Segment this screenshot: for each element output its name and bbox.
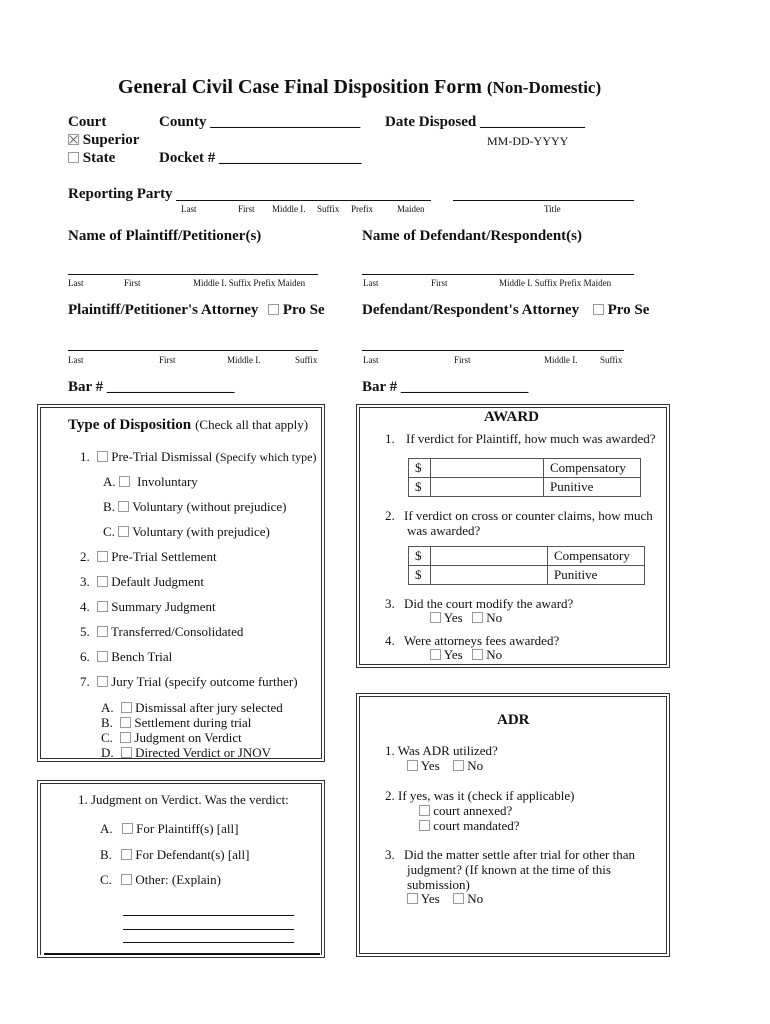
- adr-q3-yes-checkbox[interactable]: [407, 893, 418, 904]
- award-q2: [385, 508, 653, 524]
- disp-label: Jury Trial (specify outcome further): [111, 674, 298, 689]
- disp-num: A.: [103, 474, 116, 489]
- award-heading: AWARD: [484, 409, 540, 425]
- pl-last: Last: [68, 278, 84, 288]
- defendant-pro-se[interactable]: [593, 302, 650, 318]
- da-first: First: [454, 355, 471, 365]
- verdict-question: 1. Judgment on Verdict. Was the verdict:: [78, 792, 289, 807]
- defendant-pro-se-label: Pro Se: [607, 302, 650, 318]
- reporting-title-line[interactable]: [453, 200, 634, 201]
- compensatory-label: Compensatory: [544, 459, 641, 478]
- disp-item-5[interactable]: [80, 624, 243, 640]
- disp-item-1a[interactable]: [103, 474, 198, 490]
- award-q2-text-a: If verdict on cross or counter claims, how much: [404, 508, 653, 523]
- da-last: Last: [363, 355, 379, 365]
- disp-checkbox[interactable]: [97, 576, 108, 587]
- df-first: First: [431, 278, 448, 288]
- dollar-sign: $: [409, 566, 431, 585]
- disp-num: 3.: [80, 574, 90, 589]
- disp-label: Bench Trial: [111, 649, 173, 664]
- disp-num: D.: [101, 745, 114, 760]
- disp-label: Pre-Trial Settlement: [111, 549, 217, 564]
- disp-item-7[interactable]: [80, 674, 298, 690]
- award-q4-options: [430, 647, 502, 663]
- punitive-amount-input[interactable]: [431, 566, 548, 585]
- yes-label: Yes: [443, 647, 463, 662]
- rp-suffix: Suffix: [317, 204, 340, 214]
- pa-first: First: [159, 355, 176, 365]
- court-label: Court: [68, 114, 107, 130]
- plaintiff-pro-se-checkbox[interactable]: [268, 304, 279, 315]
- adr-q3-options: [407, 891, 483, 907]
- disp-label: Default Judgment: [111, 574, 205, 589]
- disp-label: Settlement during trial: [134, 715, 252, 730]
- disp-num: C.: [101, 730, 113, 745]
- df-rest: Middle I. Suffix Prefix Maiden: [499, 278, 612, 288]
- adr-q1: 1. Was ADR utilized?: [385, 743, 498, 758]
- adr-annexed[interactable]: [419, 803, 512, 819]
- disp-num: 6.: [80, 649, 90, 664]
- adr-heading: ADR: [497, 712, 530, 728]
- disposition-heading-note: (Check all that apply): [195, 417, 309, 432]
- disp-num: A.: [101, 700, 114, 715]
- verdict-checkbox[interactable]: [122, 823, 133, 834]
- adr-q1-options: [407, 758, 483, 774]
- disposition-heading-text: Type of Disposition: [68, 417, 192, 433]
- award-q2-b: was awarded?: [407, 523, 481, 538]
- disp-checkbox[interactable]: [97, 451, 108, 462]
- verdict-label: Other: (Explain): [135, 872, 221, 887]
- adr-q3-c: submission): [407, 877, 470, 892]
- court-annexed-checkbox[interactable]: [419, 805, 430, 816]
- disp-num: 1.: [80, 449, 90, 464]
- verdict-label: For Plaintiff(s) [all]: [136, 821, 239, 836]
- defendant-pro-se-checkbox[interactable]: [593, 304, 604, 315]
- compensatory-amount-input[interactable]: [431, 459, 544, 478]
- yes-label: Yes: [420, 758, 440, 773]
- award-q3-yes-checkbox[interactable]: [430, 612, 441, 623]
- award-q4-yes-checkbox[interactable]: [430, 649, 441, 660]
- no-label: No: [467, 891, 484, 906]
- state-label: State: [82, 150, 116, 166]
- verdict-num: A.: [100, 821, 113, 836]
- date-disposed-field[interactable]: Date Disposed ______________: [385, 114, 586, 130]
- pl-rest: Middle I. Suffix Prefix Maiden: [193, 278, 306, 288]
- adr-q2: 2. If yes, was it (check if applicable): [385, 788, 575, 803]
- no-label: No: [486, 610, 503, 625]
- dollar-sign: $: [409, 459, 431, 478]
- adr-q3-b: judgment? (If known at the time of this: [407, 862, 611, 877]
- pa-suffix: Suffix: [295, 355, 318, 365]
- dollar-sign: $: [409, 478, 431, 497]
- punitive-label: Punitive: [548, 566, 645, 585]
- da-middle: Middle I.: [544, 355, 578, 365]
- disp-num: 4.: [80, 599, 90, 614]
- verdict-option-a[interactable]: [100, 821, 238, 837]
- disp-item-7b[interactable]: [101, 715, 251, 731]
- punitive-label: Punitive: [544, 478, 641, 497]
- docket-field[interactable]: Docket # ___________________: [159, 150, 362, 166]
- disp-checkbox[interactable]: [121, 747, 132, 758]
- date-format-hint: MM-DD-YYYY: [487, 134, 569, 148]
- disp-item-2[interactable]: [80, 549, 217, 565]
- no-label: No: [486, 647, 503, 662]
- superior-checkbox[interactable]: [68, 134, 79, 145]
- disp-label: Summary Judgment: [111, 599, 216, 614]
- explain-line-2[interactable]: [123, 929, 294, 930]
- disp-label: Involuntary: [137, 474, 198, 489]
- disp-label: Judgment on Verdict: [134, 730, 242, 745]
- compensatory-amount-input[interactable]: [431, 547, 548, 566]
- disp-num: 5.: [80, 624, 90, 639]
- award-q4-no-checkbox[interactable]: [472, 649, 483, 660]
- disp-item-1b[interactable]: [103, 499, 286, 515]
- explain-line-3[interactable]: [123, 942, 294, 943]
- yes-label: Yes: [443, 610, 463, 625]
- disp-num: C.: [103, 524, 115, 539]
- disp-label: Pre-Trial Dismissal (: [111, 449, 220, 464]
- court-mandated-checkbox[interactable]: [419, 820, 430, 831]
- disp-item-7a[interactable]: [101, 700, 283, 716]
- verdict-option-c[interactable]: [100, 872, 221, 888]
- state-checkbox[interactable]: [68, 152, 79, 163]
- defendant-attorney-label: [362, 302, 649, 319]
- punitive-amount-input[interactable]: [431, 478, 544, 497]
- superior-label: Superior: [82, 132, 140, 148]
- disp-checkbox[interactable]: [121, 702, 132, 713]
- rp-maiden: Maiden: [397, 204, 425, 214]
- adr-q3-num: 3.: [385, 847, 395, 862]
- title-main: General Civil Case Final Disposition Form: [118, 76, 482, 98]
- defendant-bar-field[interactable]: Bar # _________________: [362, 379, 529, 395]
- rp-first: First: [238, 204, 255, 214]
- rp-middle: Middle I.: [272, 204, 306, 214]
- award-table-2: [408, 546, 645, 585]
- defendant-name-line[interactable]: [362, 274, 634, 275]
- disp-item-6[interactable]: [80, 649, 172, 665]
- disp-label: Directed Verdict or JNOV: [135, 745, 271, 760]
- verdict-option-b[interactable]: [100, 847, 250, 863]
- rp-prefix: Prefix: [351, 204, 373, 214]
- disp-num: 7.: [80, 674, 90, 689]
- disp-num: B.: [103, 499, 115, 514]
- yes-label: Yes: [420, 891, 440, 906]
- disp-checkbox[interactable]: [118, 526, 129, 537]
- verdict-num: B.: [100, 847, 112, 862]
- verdict-checkbox[interactable]: [121, 849, 132, 860]
- disp-item-3[interactable]: [80, 574, 204, 590]
- verdict-label: For Defendant(s) [all]: [135, 847, 250, 862]
- county-field[interactable]: County ____________________: [159, 114, 361, 130]
- award-q1-num: 1.: [385, 431, 395, 446]
- plaintiff-bar-field[interactable]: Bar # _________________: [68, 379, 235, 395]
- disp-checkbox[interactable]: [97, 676, 108, 687]
- defendant-attorney-line[interactable]: [362, 350, 624, 351]
- disp-item-7d[interactable]: [101, 745, 271, 761]
- award-q3-options: [430, 610, 502, 626]
- state-option[interactable]: [68, 150, 115, 167]
- award-q4-num: 4.: [385, 633, 395, 648]
- disp-label: Dismissal after jury selected: [135, 700, 283, 715]
- disp-note: Specify which type): [219, 450, 317, 464]
- disp-checkbox[interactable]: [97, 626, 108, 637]
- plaintiff-attorney-label: [68, 302, 325, 319]
- no-label: No: [467, 758, 484, 773]
- plaintiff-pro-se[interactable]: [268, 302, 325, 318]
- award-table-1: [408, 458, 641, 497]
- award-q1: [385, 431, 656, 447]
- disp-checkbox[interactable]: [119, 476, 130, 487]
- page-title: [118, 76, 601, 99]
- plaintiff-attorney-line[interactable]: [68, 350, 318, 351]
- disp-label: Voluntary (with prejudice): [132, 524, 270, 539]
- disp-item-1[interactable]: [80, 449, 316, 465]
- award-q3-text: Did the court modify the award?: [404, 596, 574, 611]
- disp-checkbox[interactable]: [97, 651, 108, 662]
- disp-num: 2.: [80, 549, 90, 564]
- disposition-heading: [68, 416, 308, 434]
- award-q2-num: 2.: [385, 508, 395, 523]
- award-q4-text: Were attorneys fees awarded?: [404, 633, 560, 648]
- verdict-checkbox[interactable]: [121, 874, 132, 885]
- award-q3-no-checkbox[interactable]: [472, 612, 483, 623]
- disp-checkbox[interactable]: [120, 717, 131, 728]
- explain-line-1[interactable]: [123, 915, 294, 916]
- rp-last: Last: [181, 204, 197, 214]
- verdict-num: C.: [100, 872, 112, 887]
- disp-checkbox[interactable]: [120, 732, 131, 743]
- pl-first: First: [124, 278, 141, 288]
- df-last: Last: [363, 278, 379, 288]
- plaintiff-attorney-text: Plaintiff/Petitioner's Attorney: [68, 302, 259, 318]
- defendant-heading: Name of Defendant/Respondent(s): [362, 228, 582, 244]
- adr-q1-yes-checkbox[interactable]: [407, 760, 418, 771]
- disp-item-1c[interactable]: [103, 524, 270, 540]
- compensatory-label: Compensatory: [548, 547, 645, 566]
- disp-checkbox[interactable]: [97, 551, 108, 562]
- disp-checkbox[interactable]: [118, 501, 129, 512]
- disp-num: B.: [101, 715, 113, 730]
- adr-q3: [385, 847, 635, 863]
- plaintiff-name-line[interactable]: [68, 274, 318, 275]
- adr-q3-text-a: Did the matter settle after trial for other than: [404, 847, 636, 862]
- disp-item-7c[interactable]: [101, 730, 242, 746]
- defendant-attorney-text: Defendant/Respondent's Attorney: [362, 302, 580, 318]
- reporting-party-label: Reporting Party: [68, 186, 173, 202]
- plaintiff-pro-se-label: Pro Se: [282, 302, 325, 318]
- adr-q1-no-checkbox[interactable]: [453, 760, 464, 771]
- disp-item-4[interactable]: [80, 599, 216, 615]
- da-suffix: Suffix: [600, 355, 623, 365]
- court-annexed-label: court annexed?: [433, 803, 513, 818]
- dollar-sign: $: [409, 547, 431, 566]
- adr-q3-no-checkbox[interactable]: [453, 893, 464, 904]
- court-mandated-label: court mandated?: [433, 818, 520, 833]
- pa-last: Last: [68, 355, 84, 365]
- reporting-party-line[interactable]: [176, 200, 431, 201]
- award-q3-num: 3.: [385, 596, 395, 611]
- adr-mandated[interactable]: [419, 818, 520, 834]
- title-sub: (Non-Domestic): [486, 78, 602, 97]
- award-q1-text: If verdict for Plaintiff, how much was awarded?: [406, 431, 656, 446]
- pa-middle: Middle I.: [227, 355, 261, 365]
- verdict-box-bottom: [44, 953, 320, 955]
- disp-checkbox[interactable]: [97, 601, 108, 612]
- disp-label: Transferred/Consolidated: [111, 624, 244, 639]
- plaintiff-heading: Name of Plaintiff/Petitioner(s): [68, 228, 262, 244]
- rp-title: Title: [544, 204, 561, 214]
- disp-label: Voluntary (without prejudice): [132, 499, 287, 514]
- superior-option[interactable]: [68, 132, 139, 149]
